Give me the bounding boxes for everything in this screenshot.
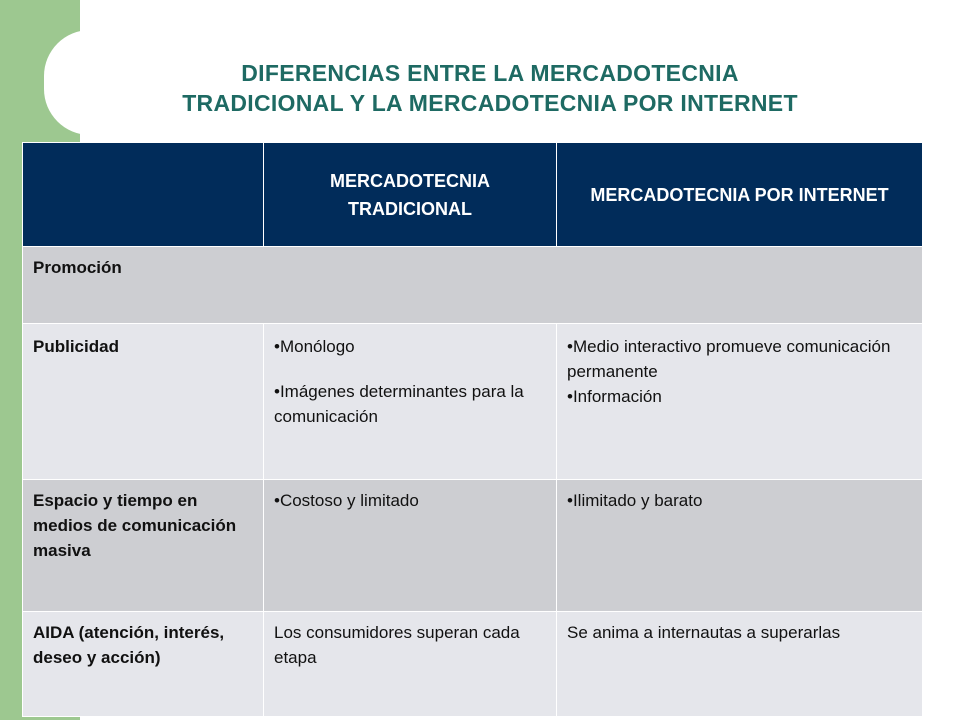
traditional-cell [264,324,557,480]
cell-text: Se anima a internautas a superarlas [567,623,841,642]
promocion-label: Promoción [23,247,923,324]
bullet-item: •Información [567,387,662,406]
cell-text: Los consumidores superan cada etapa [274,623,520,667]
slide-title-line-1: DIFERENCIAS ENTRE LA MERCADOTECNIA [241,60,739,86]
traditional-cell [264,612,557,717]
internet-cell [557,480,923,612]
bullet-item: •Monólogo [274,337,355,356]
bullet-item: •Costoso y limitado [274,491,419,510]
bullet-item: •Medio interactivo promueve comunicación permanente [567,337,891,381]
header-internet: MERCADOTECNIA POR INTERNET [557,143,923,247]
internet-cell [557,324,923,480]
bullet-item: •Ilimitado y barato [567,491,703,510]
bullet-item: •Imágenes determinantes para la comunicación [274,382,524,426]
table-header-row [23,143,923,247]
header-empty-cell [23,143,264,247]
slide-title-line-2: TRADICIONAL Y LA MERCADOTECNIA POR INTERNET [182,90,798,116]
table-row [23,612,923,717]
header-traditional: MERCADOTECNIA TRADICIONAL [264,143,557,247]
slide-title [60,58,920,118]
row-label: AIDA (atención, interés, deseo y acción) [23,612,264,717]
internet-cell [557,612,923,717]
row-label: Publicidad [23,324,264,480]
traditional-cell [264,480,557,612]
row-label: Espacio y tiempo en medios de comunicación masiva [23,480,264,612]
table-row-promocion [23,247,923,324]
table-row [23,324,923,480]
comparison-table [22,142,923,717]
table-row [23,480,923,612]
